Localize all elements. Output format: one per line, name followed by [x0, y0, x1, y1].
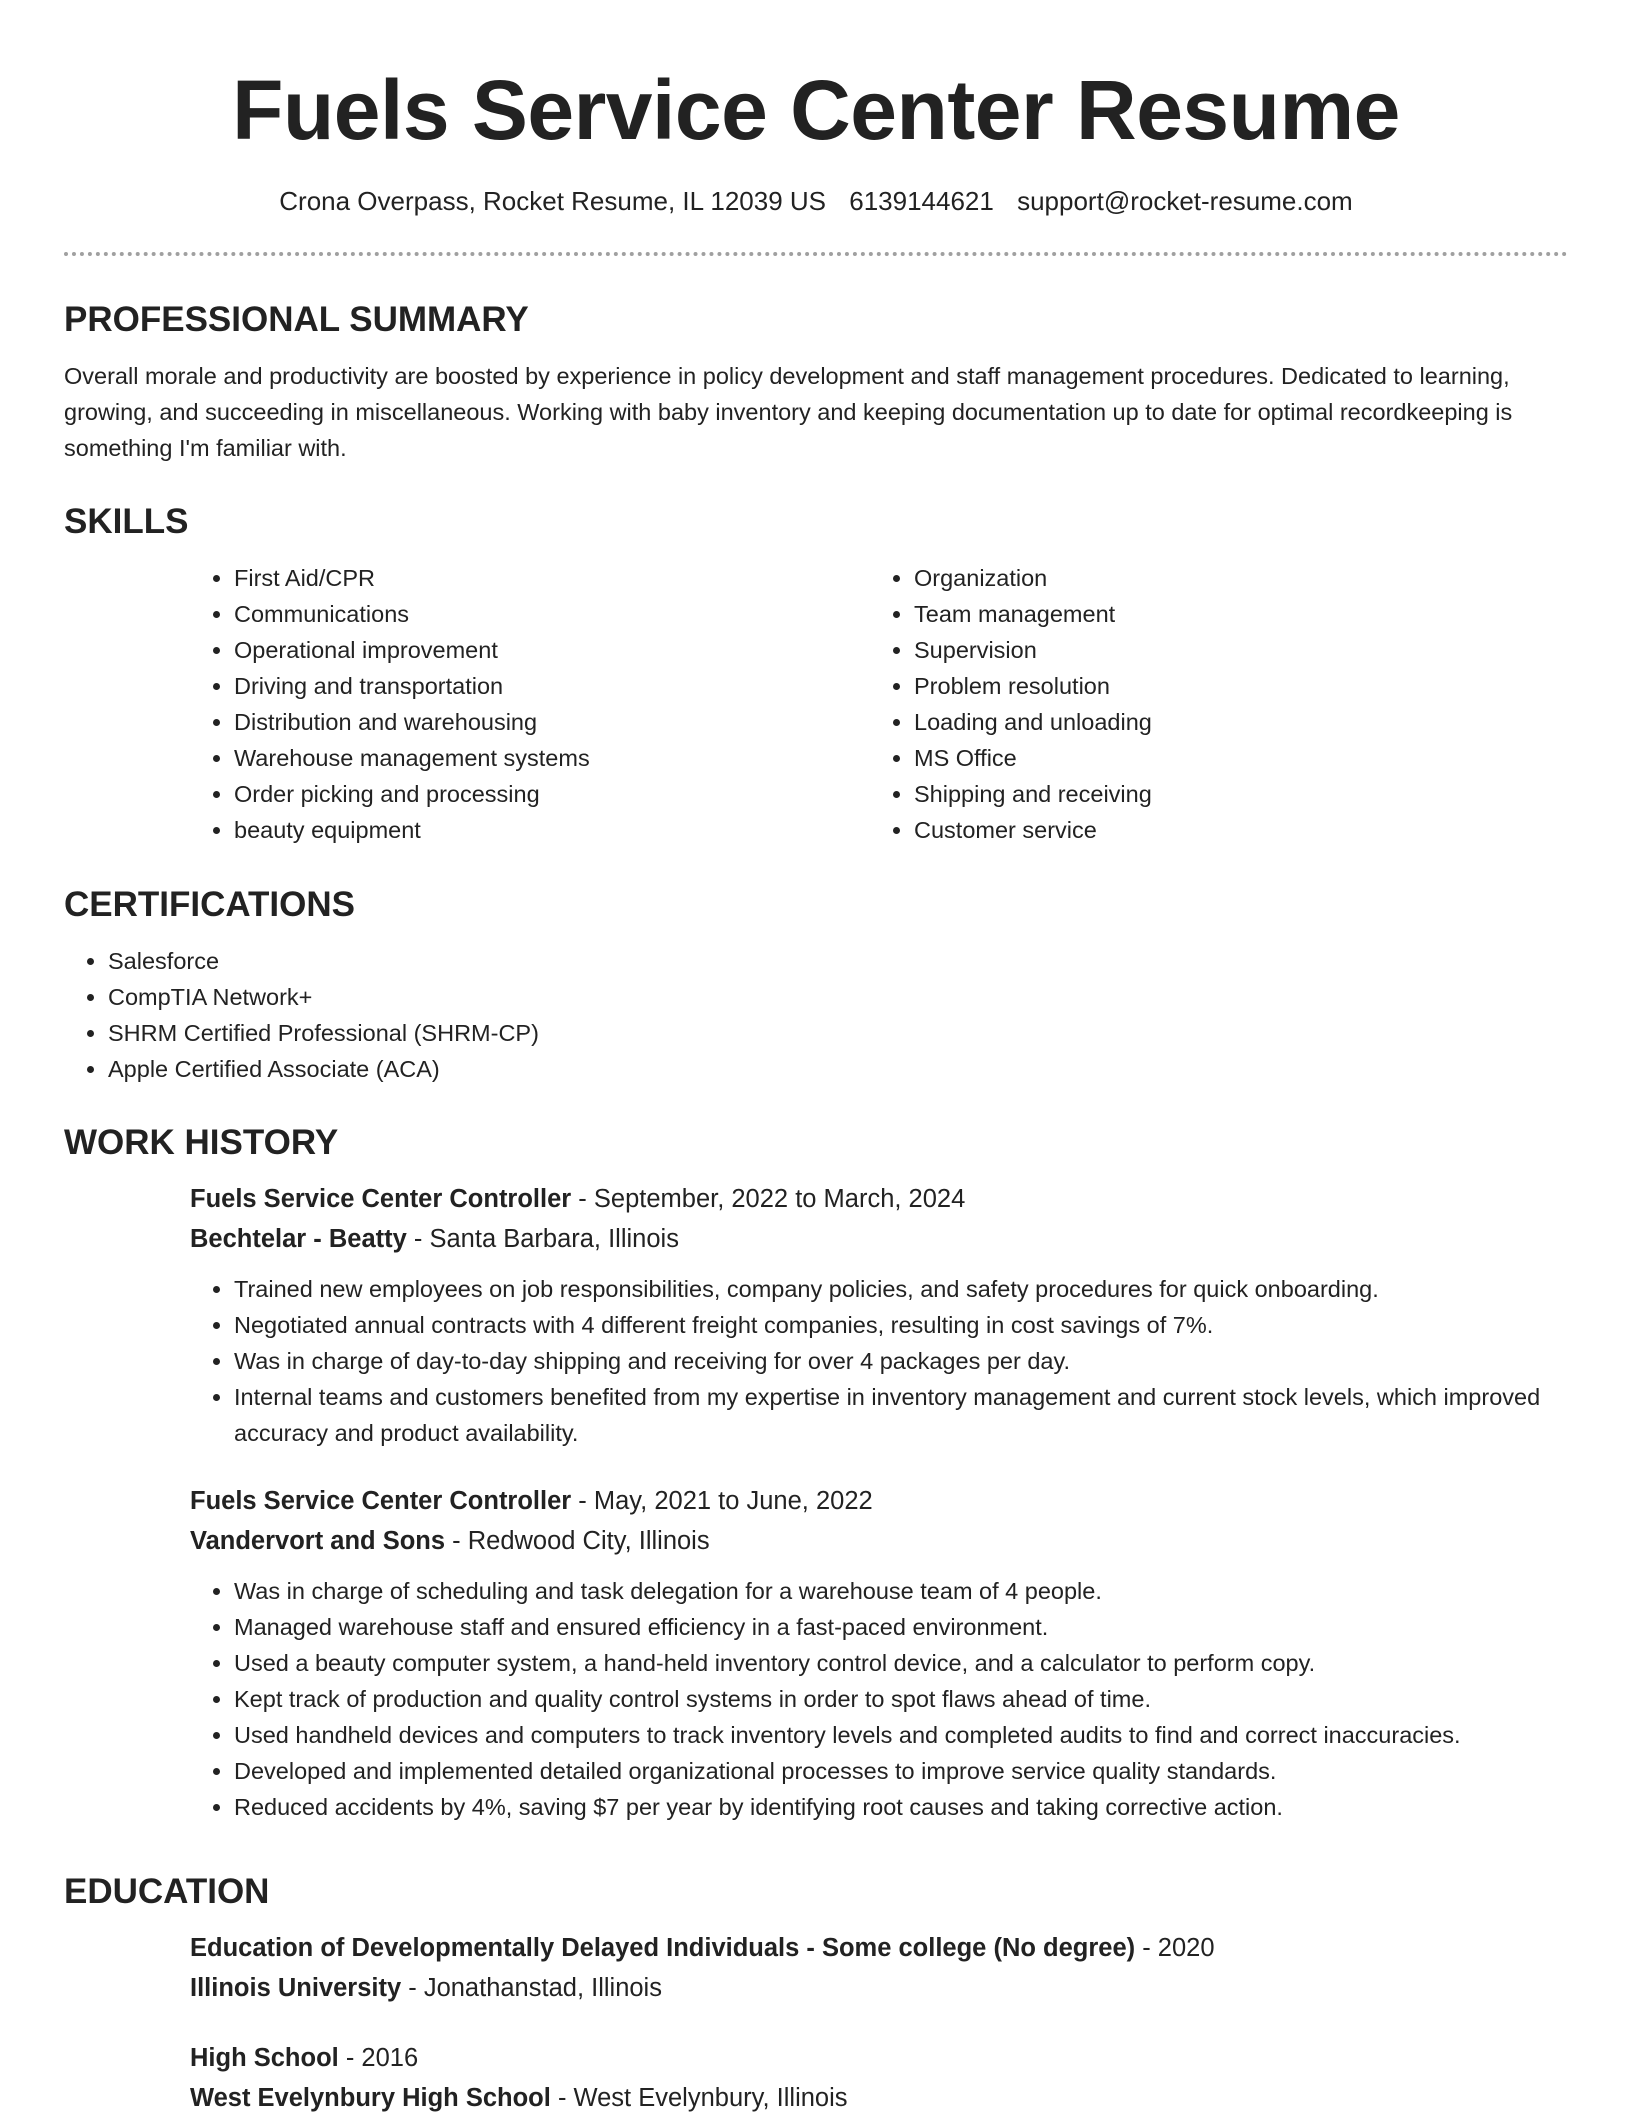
job-entry [190, 1481, 1568, 1825]
job-title: Fuels Service Center Controller [190, 1487, 572, 1515]
resume-header [64, 0, 1568, 256]
work-history-section [64, 1121, 1568, 1825]
summary-section [64, 298, 1568, 466]
summary-heading: PROFESSIONAL SUMMARY [64, 300, 529, 339]
skills-columns [190, 560, 1568, 848]
header-divider [64, 252, 1568, 256]
education-degree: Education of Developmentally Delayed Individuals - Some college (No degree) [190, 1934, 1136, 1962]
education-degree-line [190, 2038, 1568, 2078]
summary-text: Overall morale and productivity are boosted by experience in policy development and staff management procedures. Dedicated to learning, growing, and succeeding in miscellaneous. Working with baby inventory and keeping documentation up to date for optimal recordkeeping is something I'm familiar with. [64, 363, 1513, 461]
contact-phone: 6139144621 [849, 186, 994, 216]
skill-item: • Problem resolution [914, 668, 1550, 704]
certifications-section [64, 883, 1568, 1087]
skill-item: • beauty equipment [234, 812, 870, 848]
job-company-line [190, 1521, 1568, 1561]
certifications-heading: CERTIFICATIONS [64, 885, 356, 924]
job-bullets [190, 1573, 1568, 1825]
job-bullet: • Internal teams and customers benefited from my expertise in inventory management and current stock levels, which improved accuracy and product availability. [234, 1379, 1568, 1451]
certification-item: • Salesforce [108, 943, 1568, 979]
skill-item: • Distribution and warehousing [234, 704, 870, 740]
education-heading: EDUCATION [64, 1872, 270, 1911]
job-bullet: • Reduced accidents by 4%, saving $7 per year by identifying root causes and taking corrective action. [234, 1789, 1568, 1825]
certifications-list [64, 943, 1568, 1087]
skill-item: • Supervision [914, 632, 1550, 668]
job-title-line [190, 1481, 1568, 1521]
skill-item: • Organization [914, 560, 1550, 596]
job-title-line [190, 1179, 1568, 1219]
skill-item: • Communications [234, 596, 870, 632]
skill-item: • Driving and transportation [234, 668, 870, 704]
certification-item: • SHRM Certified Professional (SHRM-CP) [108, 1015, 1568, 1051]
education-school: West Evelynbury High School [190, 2084, 551, 2112]
contact-email: support@rocket-resume.com [1017, 186, 1353, 216]
job-company: Bechtelar - Beatty [190, 1225, 407, 1253]
job-title: Fuels Service Center Controller [190, 1185, 572, 1213]
job-bullet: • Used handheld devices and computers to track inventory levels and completed audits to find and correct inaccuracies. [234, 1717, 1568, 1753]
skill-item: • Warehouse management systems [234, 740, 870, 776]
work-history-heading: WORK HISTORY [64, 1123, 339, 1162]
skill-item: • Operational improvement [234, 632, 870, 668]
skills-heading: SKILLS [64, 502, 189, 541]
job-location: - Santa Barbara, Illinois [406, 1225, 679, 1253]
job-bullet: • Used a beauty computer system, a hand-held inventory control device, and a calculator to perform copy. [234, 1645, 1568, 1681]
education-degree-line [190, 1928, 1568, 1968]
job-dates: - May, 2021 to June, 2022 [571, 1487, 873, 1515]
education-entry [190, 1928, 1568, 2008]
job-bullet: • Developed and implemented detailed organizational processes to improve service quality standards. [234, 1753, 1568, 1789]
job-bullet: • Kept track of production and quality control systems in order to spot flaws ahead of time. [234, 1681, 1568, 1717]
skills-list-right [870, 560, 1550, 848]
skills-list-left [190, 560, 870, 848]
skill-item: • Loading and unloading [914, 704, 1550, 740]
job-company: Vandervort and Sons [190, 1527, 446, 1555]
job-bullet: • Was in charge of scheduling and task delegation for a warehouse team of 4 people. [234, 1573, 1568, 1609]
education-degree: High School [190, 2044, 339, 2072]
certification-item: • CompTIA Network+ [108, 979, 1568, 1015]
skills-section [64, 500, 1568, 848]
education-school-line [190, 2078, 1568, 2118]
job-bullet: • Was in charge of day-to-day shipping and receiving for over 4 packages per day. [234, 1343, 1568, 1379]
job-entry [190, 1179, 1568, 1451]
contact-address: Crona Overpass, Rocket Resume, IL 12039 US [279, 186, 827, 216]
contact-line [64, 184, 1568, 218]
job-company-line [190, 1219, 1568, 1259]
resume-title: Fuels Service Center Resume [232, 63, 1400, 157]
education-school-line [190, 1968, 1568, 2008]
skill-item: • Customer service [914, 812, 1550, 848]
job-location: - Redwood City, Illinois [445, 1527, 710, 1555]
skills-column-left [190, 560, 870, 848]
skill-item: • Team management [914, 596, 1550, 632]
education-location: - Jonathanstad, Illinois [401, 1974, 662, 2002]
skill-item: • Shipping and receiving [914, 776, 1550, 812]
education-entry [190, 2038, 1568, 2118]
education-section [64, 1870, 1568, 2118]
skill-item: • First Aid/CPR [234, 560, 870, 596]
education-school: Illinois University [190, 1974, 402, 2002]
education-year: - 2020 [1135, 1934, 1215, 1962]
job-bullet: • Negotiated annual contracts with 4 different freight companies, resulting in cost savings of 7%. [234, 1307, 1568, 1343]
job-bullet: • Managed warehouse staff and ensured efficiency in a fast-paced environment. [234, 1609, 1568, 1645]
skills-column-right [870, 560, 1550, 848]
job-bullets [190, 1271, 1568, 1451]
education-location: - West Evelynbury, Illinois [550, 2084, 848, 2112]
skill-item: • MS Office [914, 740, 1550, 776]
job-bullet: • Trained new employees on job responsibilities, company policies, and safety procedures for quick onboarding. [234, 1271, 1568, 1307]
education-year: - 2016 [338, 2044, 419, 2072]
certification-item: • Apple Certified Associate (ACA) [108, 1051, 1568, 1087]
job-dates: - September, 2022 to March, 2024 [571, 1185, 966, 1213]
skill-item: • Order picking and processing [234, 776, 870, 812]
